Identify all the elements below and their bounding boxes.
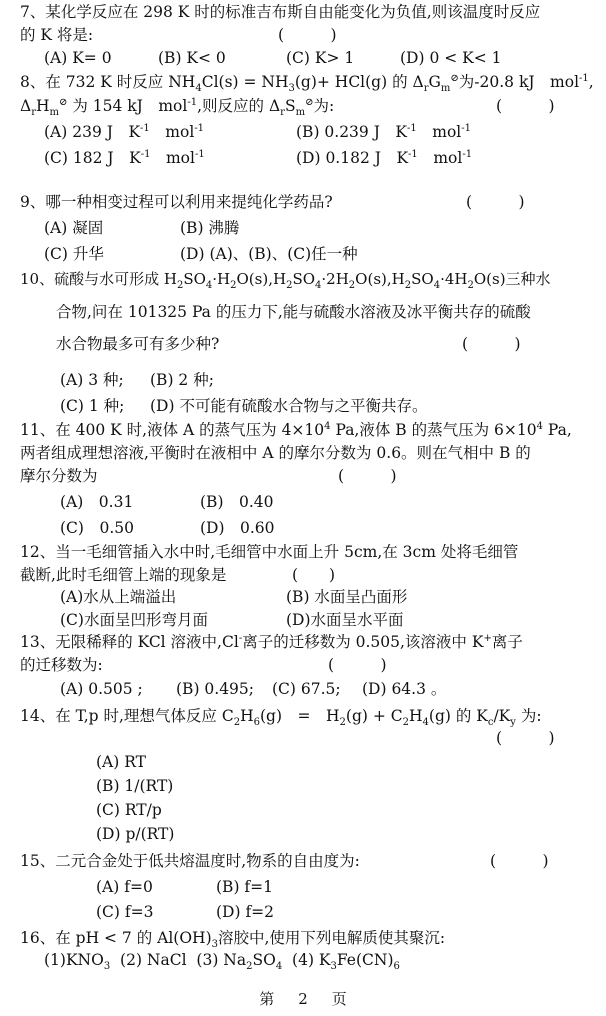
q8-answer-paren[interactable]: ( )	[496, 97, 555, 115]
q11-option-a[interactable]: (A) 0.31	[60, 493, 134, 511]
q14-line1: 14、在 T,p 时,理想气体反应 $C_2H_6(g)$ = $H_2(g) + C_2H_4(g)$ 的 $K_c/K_y$ 为:	[20, 707, 542, 729]
q14-option-b[interactable]: (B) 1/(RT)	[96, 777, 174, 795]
q16-electrolyte-4: (4) $K_3Fe(CN)_6$	[292, 951, 400, 973]
q11-option-b[interactable]: (B) 0.40	[200, 493, 274, 511]
q13-answer-paren[interactable]: ( )	[328, 656, 387, 674]
q9-answer-paren[interactable]: ( )	[466, 193, 525, 211]
q10-line3: 水合物最多可有多少种?	[56, 335, 220, 353]
q7-line2: 的 K 将是:	[20, 26, 94, 44]
q8-option-d[interactable]: (D) 0.182 J $K^{-1}$ mol$^{-1}$	[296, 148, 473, 167]
q9-option-a[interactable]: (A) 凝固	[44, 219, 104, 237]
q15-option-d[interactable]: (D) f=2	[216, 903, 275, 921]
q12-option-c[interactable]: (C)水面呈凹形弯月面	[60, 611, 208, 629]
q11-line2: 两者组成理想溶液,平衡时在液相中 A 的摩尔分数为 0.6。则在气相中 B 的	[20, 444, 531, 462]
q11-line1: 11、在 400 K 时,液体 A 的蒸气压为 $4\times 10^4$ Pa,液体 B 的蒸气压为 $6\times 10^4$ Pa,	[20, 420, 572, 439]
q11-option-d[interactable]: (D) 0.60	[200, 519, 275, 537]
q12-option-a[interactable]: (A)水从上端溢出	[60, 588, 177, 606]
q12-answer-paren[interactable]: ( )	[292, 566, 336, 584]
q16-electrolyte-1: $(1)KNO_3$	[44, 951, 111, 973]
q16-electrolyte-3: (3) $Na_2SO_4$	[196, 951, 283, 973]
q13-option-a[interactable]: (A) 0.505 ;	[60, 680, 143, 698]
q13-option-b[interactable]: (B) 0.495;	[176, 680, 255, 698]
q15-option-a[interactable]: (A) f=0	[96, 878, 153, 896]
q10-line1: 10、硫酸与水可形成 $H_2SO_4\cdot H_2O(s),H_2SO_4\cdot 2H_2O(s),H_2SO_4\cdot 4H_2O(s)$三种水	[20, 270, 551, 291]
q12-line1: 12、当一毛细管插入水中时,毛细管中水面上升 5cm,在 3cm 处将毛细管	[20, 543, 519, 561]
q7-line1: 7、某化学反应在 298 K 时的标准吉布斯自由能变化为负值,则该温度时反应	[20, 3, 541, 21]
q9-text: 9、哪一种相变过程可以利用来提纯化学药品?	[20, 193, 333, 211]
q13-line2: 的迁移数为:	[20, 656, 103, 674]
q9-option-c[interactable]: (C) 升华	[44, 245, 104, 263]
q11-answer-paren[interactable]: ( )	[338, 467, 397, 485]
q10-option-d[interactable]: (D) 不可能有硫酸水合物与之平衡共存。	[150, 397, 428, 415]
q10-option-a[interactable]: (A) 3 种;	[60, 371, 124, 389]
q11-line3: 摩尔分数为	[20, 467, 98, 485]
q16-electrolyte-2: (2) NaCl	[120, 951, 187, 969]
q15-option-b[interactable]: (B) f=1	[216, 878, 273, 896]
q15-text: 15、二元合金处于低共熔温度时,物系的自由度为:	[20, 852, 360, 870]
q8-option-c[interactable]: (C) 182 J $K^{-1}$ mol$^{-1}$	[44, 148, 205, 167]
q12-line2: 截断,此时毛细管上端的现象是	[20, 566, 227, 584]
q10-answer-paren[interactable]: ( )	[462, 335, 521, 353]
q7-answer-paren[interactable]: ( )	[278, 26, 337, 44]
q14-answer-paren[interactable]: ( )	[496, 729, 555, 747]
q10-option-b[interactable]: (B) 2 种;	[150, 371, 214, 389]
q12-option-b[interactable]: (B) 水面呈凸面形	[286, 588, 408, 606]
q13-option-d[interactable]: (D) 64.3 。	[362, 680, 447, 698]
q15-option-c[interactable]: (C) f=3	[96, 903, 154, 921]
q8-line2: $\Delta_rH_m^⊘$ 为 154 kJ mol$^{-1}$,则反应的 $\Delta_rS_m^⊘$为:	[20, 96, 335, 119]
page-number: 第 2 页	[259, 990, 347, 1008]
q7-option-b[interactable]: (B) K< 0	[158, 49, 226, 67]
q9-option-d[interactable]: (D) (A)、(B)、(C)任一种	[180, 245, 358, 263]
q8-line1: 8、在 732 K 时反应 $NH_4Cl(s) = NH_3(g)+ HCl(g)$ 的 $\Delta_rG_m^⊘$为-20.8 kJ mol$^{-1}$,	[20, 72, 594, 95]
q10-option-c[interactable]: (C) 1 种;	[60, 397, 125, 415]
q10-line2: 合物,问在 101325 Pa 的压力下,能与硫酸水溶液及冰平衡共存的硫酸	[56, 303, 531, 321]
q12-option-d[interactable]: (D)水面呈水平面	[286, 611, 404, 629]
q11-option-c[interactable]: (C) 0.50	[60, 519, 134, 537]
q7-option-d[interactable]: (D) 0 < K< 1	[400, 49, 502, 67]
q14-option-a[interactable]: (A) RT	[96, 753, 146, 771]
q14-option-d[interactable]: (D) p/(RT)	[96, 825, 175, 843]
q15-answer-paren[interactable]: ( )	[490, 852, 549, 870]
q7-option-a[interactable]: (A) K= 0	[44, 49, 112, 67]
q13-option-c[interactable]: (C) 67.5;	[272, 680, 341, 698]
q16-line2	[44, 950, 400, 973]
q16-line1: 16、在 pH < 7 的 $Al(OH)_3$溶胶中,使用下列电解质使其聚沉:	[20, 929, 446, 951]
q13-line1: 13、无限稀释的 KCl 溶液中,Cl-离子的迁移数为 0.505,该溶液中 K+离子	[20, 632, 523, 651]
q8-option-a[interactable]: (A) 239 J $K^{-1}$ mol$^{-1}$	[44, 122, 205, 141]
q9-option-b[interactable]: (B) 沸腾	[180, 219, 240, 237]
q7-option-c[interactable]: (C) K> 1	[286, 49, 355, 67]
q8-option-b[interactable]: (B) 0.239 J $K^{-1}$ mol$^{-1}$	[296, 122, 472, 141]
q14-option-c[interactable]: (C) RT/p	[96, 801, 162, 819]
